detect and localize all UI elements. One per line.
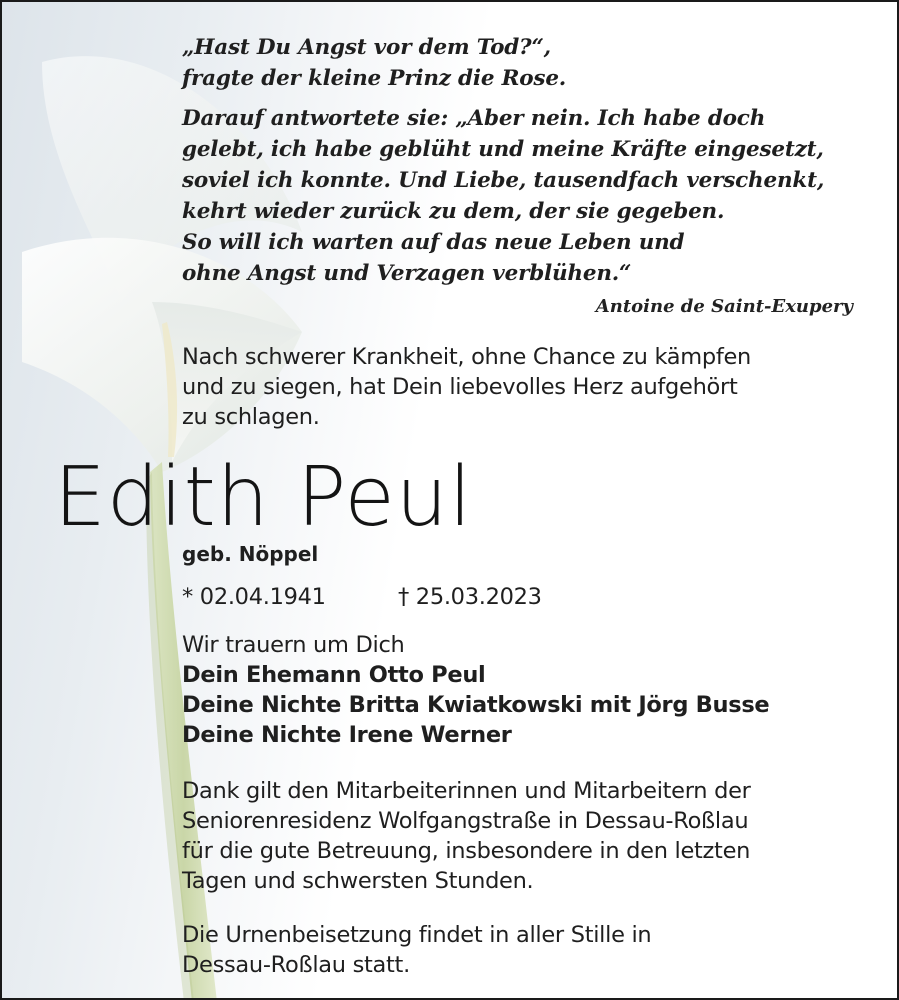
notice-content <box>2 2 899 1000</box>
thanks-line: Tagen und schwersten Stunden. <box>182 868 534 894</box>
quote-author: Antoine de Saint-Exupery <box>595 296 853 317</box>
burial-line: Dessau-Roßlau statt. <box>182 952 410 978</box>
death-date: † 25.03.2023 <box>398 584 542 610</box>
thanks-line: Seniorenresidenz Wolfgangstraße in Dessau-Roßlau <box>182 808 749 834</box>
mourner-line: Deine Nichte Irene Werner <box>182 722 512 748</box>
quote-line: ohne Angst und Verzagen verblühen.“ <box>182 261 632 286</box>
maiden-name: geb. Nöppel <box>182 542 319 566</box>
thanks-line: für die gute Betreuung, insbesondere in den letzten <box>182 838 751 864</box>
intro-text <box>182 342 872 432</box>
burial-text <box>182 920 872 980</box>
intro-line: zu schlagen. <box>182 404 320 430</box>
mourners-intro: Wir trauern um Dich <box>182 632 405 658</box>
mourner-line: Dein Ehemann Otto Peul <box>182 662 486 688</box>
quote-line: kehrt wieder zurück zu dem, der sie gegeben. <box>182 199 725 224</box>
quote-line: So will ich warten auf das neue Leben und <box>182 230 685 255</box>
quote-line: soviel ich konnte. Und Liebe, tausendfach verschenkt, <box>182 168 825 193</box>
intro-line: Nach schwerer Krankheit, ohne Chance zu kämpfen <box>182 344 751 370</box>
life-dates <box>182 582 782 612</box>
intro-line: und zu siegen, hat Dein liebevolles Herz aufgehört <box>182 374 738 400</box>
thanks-text <box>182 776 872 896</box>
quote-paragraph-1 <box>182 32 862 94</box>
mourner-line: Deine Nichte Britta Kwiatkowski mit Jörg Busse <box>182 692 770 718</box>
quote-line: gelebt, ich habe geblüht und meine Kräfte eingesetzt, <box>182 137 824 162</box>
mourners-block <box>182 630 882 750</box>
quote-line: „Hast Du Angst vor dem Tod?“, <box>182 35 551 60</box>
thanks-line: Dank gilt den Mitarbeiterinnen und Mitarbeitern der <box>182 778 751 804</box>
quote-paragraph-2 <box>182 103 862 289</box>
burial-line: Die Urnenbeisetzung findet in aller Stille in <box>182 922 652 948</box>
quote-block <box>182 32 862 289</box>
deceased-name: Edith Peul <box>54 450 473 545</box>
quote-line: Darauf antwortete sie: „Aber nein. Ich habe doch <box>182 106 766 131</box>
quote-line: fragte der kleine Prinz die Rose. <box>182 66 567 91</box>
birth-date: * 02.04.1941 <box>182 584 326 610</box>
